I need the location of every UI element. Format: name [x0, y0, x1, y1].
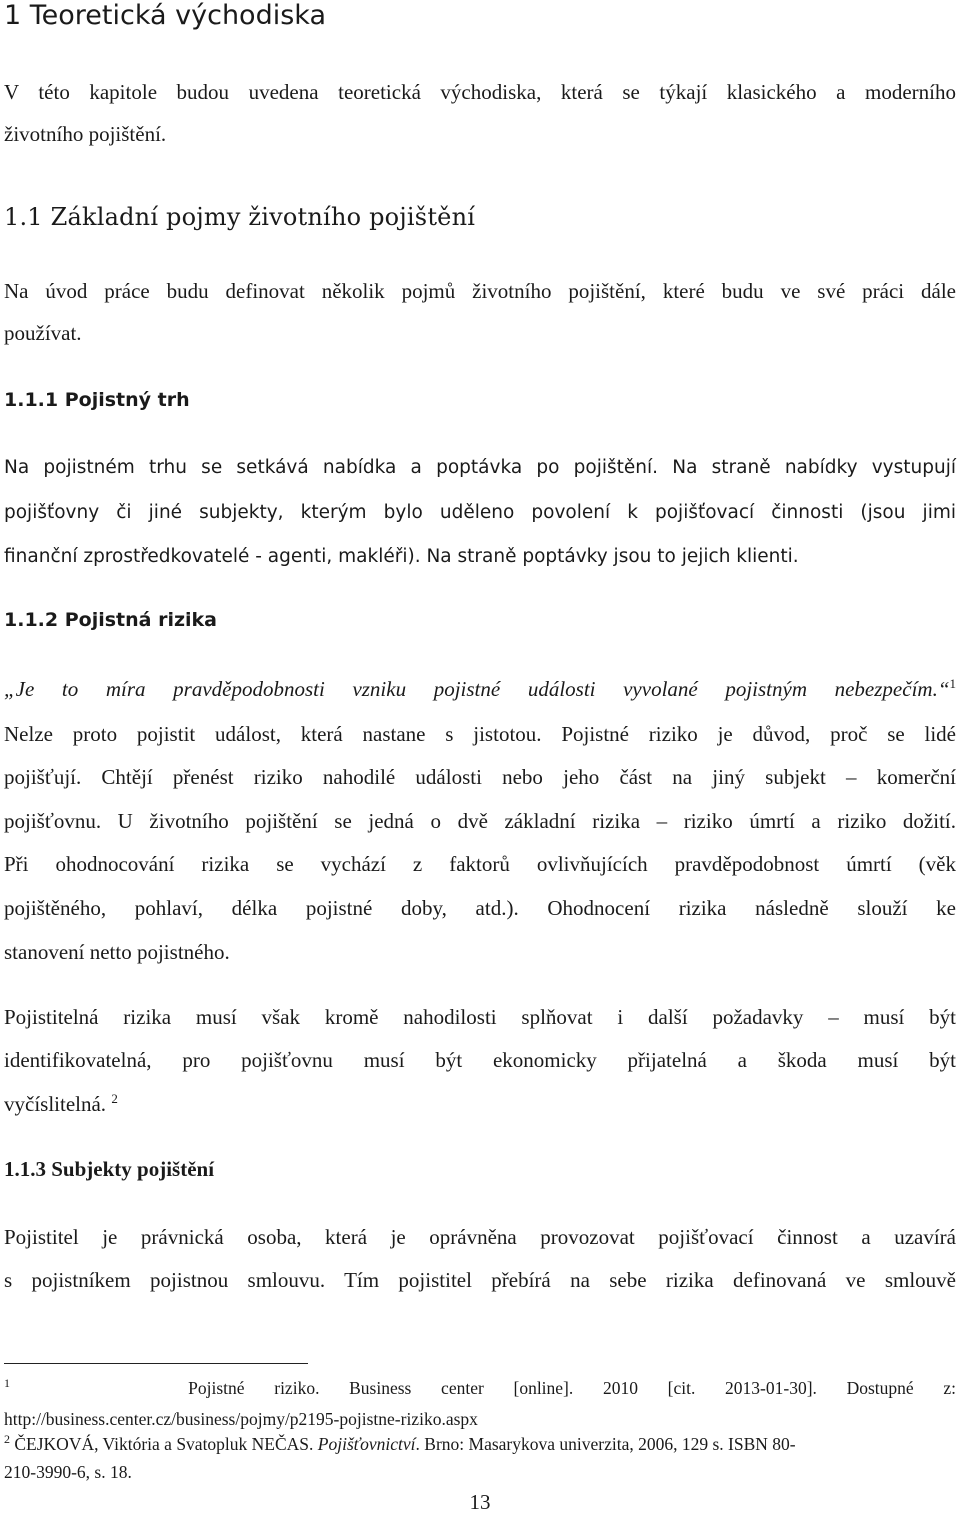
footnote-2-authors: ČEJKOVÁ, Viktória a Svatopluk NEČAS. [14, 1434, 318, 1454]
para3-line-1-sans: Na pojistném trhu se setkává nabídka a poptávka po pojištění. [4, 457, 659, 478]
section-heading-1-1: 1.1 Základní pojmy životního pojištění [4, 203, 476, 231]
para5-line-2: identifikovatelná, pro pojišťovnu musí být ekonomicky přijatelná a škoda musí být [4, 1048, 956, 1072]
para5-line-3 [4, 1092, 118, 1117]
para2-line-1: Na úvod práce budu definovat několik pojmů životního pojištění, které budu ve své práci dále [4, 279, 956, 303]
footnote-separator [4, 1363, 308, 1364]
footnote-2-line-1 [4, 1434, 956, 1455]
para3-line-3: finanční zprostředkovatelé - agenti, makléři). Na straně poptávky jsou to jejich klienti. [4, 546, 799, 567]
para4-line-1: Nelze proto pojistit událost, která nastane s jistotou. Pojistné riziko je důvod, proč se lidé [4, 722, 956, 746]
footnote-2-title: Pojišťovnictví [317, 1434, 416, 1454]
para2-line-2: používat. [4, 321, 82, 345]
footnote-1-number: 1 [4, 1376, 10, 1391]
quote-text: „Je to míra pravděpodobnosti vzniku pojistné události vyvolané pojistným nebezpečím.“ [4, 677, 950, 701]
subsection-heading-1-1-2: 1.1.2 Pojistná rizika [4, 609, 217, 631]
subsection-heading-1-1-3: 1.1.3 Subjekty pojištění [4, 1157, 215, 1181]
subsection-heading-1-1-1: 1.1.1 Pojistný trh [4, 389, 190, 411]
chapter-heading: 1 Teoretická východiska [4, 0, 326, 31]
para4-line-5: pojištěného, pohlaví, délka pojistné doby, atd.). Ohodnocení rizika následně slouží ke [4, 896, 956, 920]
footnote-2-publisher: . Brno: Masarykova univerzita, 2006, 129 s. ISBN 80- [415, 1434, 796, 1454]
footnote-1-line-1 [4, 1378, 956, 1399]
para6-line-2: s pojistníkem pojistnou smlouvu. Tím pojistitel přebírá na sebe rizika definovaná ve smlouvě [4, 1268, 956, 1292]
footnote-1-text: Pojistné riziko. Business center [online]. 2010 [cit. 2013-01-30]. Dostupné z: [188, 1378, 956, 1398]
para4-line-2: pojišťují. Chtějí přenést riziko nahodilé události nebo jeho část na jiný subjekt – komerční [4, 765, 956, 789]
footnote-ref-2: 2 [111, 1091, 118, 1106]
para4-line-6: stanovení netto pojistného. [4, 940, 230, 964]
para5-line-3-text: vyčíslitelná. [4, 1092, 107, 1116]
para3-line-1 [4, 454, 956, 479]
quote-line [4, 677, 956, 702]
para3-line-1-rest: Na straně nabídky vystupují [658, 457, 956, 478]
para5-line-1: Pojistitelná rizika musí však kromě nahodilosti splňovat i další požadavky – musí být [4, 1005, 956, 1029]
page-number: 13 [469, 1490, 491, 1514]
para4-line-4: Při ohodnocování rizika se vychází z faktorů ovlivňujících pravděpodobnost úmrtí (věk [4, 852, 956, 876]
para3-line-2: pojišťovny či jiné subjekty, kterým bylo uděleno povolení k pojišťovací činnosti (jsou jimi [4, 502, 956, 523]
footnote-1-url[interactable]: http://business.center.cz/business/pojmy/p2195-pojistne-riziko.aspx [4, 1409, 478, 1429]
intro-line-2: životního pojištění. [4, 122, 167, 146]
para6-line-1: Pojistitel je právnická osoba, která je oprávněna provozovat pojišťovací činnost a uzavírá [4, 1225, 956, 1249]
footnote-2-line-2: 210-3990-6, s. 18. [4, 1462, 132, 1482]
para4-line-3: pojišťovnu. U životního pojištění se jedná o dvě základní rizika – riziko úmrtí a riziko dožití. [4, 809, 956, 833]
intro-line-1: V této kapitole budou uvedena teoretická východiska, která se týkají klasického a moderního [4, 80, 956, 104]
footnote-ref-1: 1 [949, 676, 956, 691]
footnote-2-number: 2 [4, 1432, 10, 1447]
